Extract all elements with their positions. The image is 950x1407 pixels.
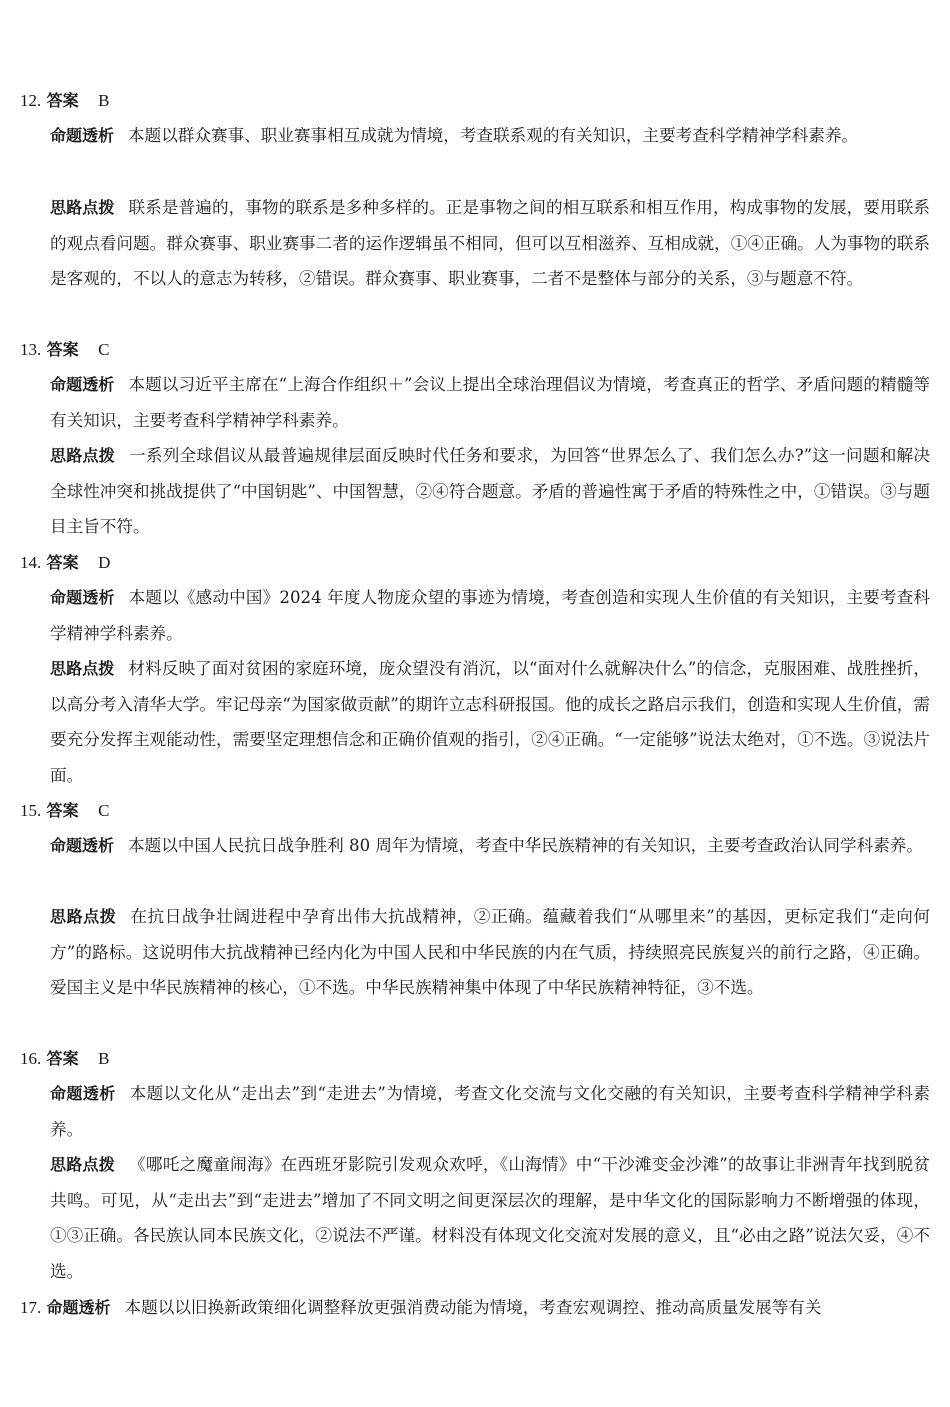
hint-text: 联系是普遍的，事物的联系是多种多样的。正是事物之间的相互联系和相互作用，构成事物的发展，要用联系的观点看问题。群众赛事、职业赛事二者的运作逻辑虽不相同，但可以互相滋养、互相成就，①④正确。人为事物的联系是客观的，不以人的意志为转移，②错误。群众赛事、职业赛事，二者不是整体与部分的关系，③与题意不符。 (50, 198, 930, 289)
hint-text: 材料反映了面对贫困的家庭环境，庞众望没有消沉，以“面对什么就解决什么”的信念，克服困难、战胜挫折，以高分考入清华大学。牢记母亲“为国家做贡献”的期许立志科研报国。他的成长之路启示我们，创造和实现人生价值，需要充分发挥主观能动性，需要坚定理想信念和正确价值观的指引，②④正确。“一定能够”说法太绝对，①不选。③说法片面。 (50, 659, 930, 785)
answer-value: B (98, 91, 110, 110)
hint-text: 在抗日战争壮阔进程中孕育出伟大抗战精神，②正确。蕴藏着我们“从哪里来”的基因，更标定我们“走向何方”的路标。这说明伟大抗战精神已经内化为中国人民和中华民族的内在气质，持续照亮民族复兴的前行之路，④正确。爱国主义是中华民族精神的核心，①不选。中华民族精神集中体现了中华民族精神特征，③不选。 (50, 907, 930, 998)
insight-text: 本题以《感动中国》2024 年度人物庞众望的事迹为情境，考查创造和实现人生价值的有关知识，主要考查科学精神学科素养。 (50, 588, 930, 643)
insight-label: 命题透析 (46, 1298, 111, 1317)
question-13-hint (50, 438, 930, 545)
hint-text: 《哪吒之魔童闹海》在西班牙影院引发观众欢呼，《山海情》中“干沙滩变金沙滩”的故事让非洲青年找到脱贫共鸣。可见，从“走出去”到“走进去”增加了不同文明之间更深层次的理解，是中华文化的国际影响力不断增强的体现，①③正确。各民族认同本民族文化，②说法不严谨。材料没有体现文化交流对发展的意义，且“必由之路”说法欠妥，④不选。 (50, 1155, 930, 1281)
question-17-insight (20, 1290, 930, 1326)
insight-label: 命题透析 (50, 1084, 116, 1103)
question-13-insight (50, 367, 930, 438)
hint-label: 思路点拨 (50, 659, 115, 678)
question-15-hint (50, 899, 930, 1006)
answer-label: 答案 (46, 1049, 79, 1068)
answer-label: 答案 (46, 91, 79, 110)
question-number: 15. (20, 801, 42, 820)
question-15-insight (50, 828, 930, 864)
question-14-header (20, 553, 110, 573)
question-15-header (20, 801, 109, 821)
question-16-hint (50, 1147, 930, 1289)
question-number: 13. (20, 340, 42, 359)
question-16-insight (50, 1076, 930, 1147)
answer-label: 答案 (46, 553, 79, 572)
answer-value: C (98, 801, 110, 820)
hint-label: 思路点拨 (50, 198, 115, 217)
insight-text: 本题以中国人民抗日战争胜利 80 周年为情境，考查中华民族精神的有关知识，主要考查政治认同学科素养。 (128, 836, 923, 855)
insight-text: 本题以群众赛事、职业赛事相互成就为情境，考查联系观的有关知识，主要考查科学精神学科素养。 (128, 126, 859, 145)
question-12-hint (50, 190, 930, 297)
insight-text: 本题以文化从“走出去”到“走进去”为情境，考查文化交流与文化交融的有关知识，主要考查科学精神学科素养。 (50, 1084, 930, 1139)
question-number: 14. (20, 553, 42, 572)
question-12-header (20, 91, 109, 111)
answer-value: D (98, 553, 111, 572)
question-12-insight (50, 118, 930, 154)
hint-label: 思路点拨 (50, 1155, 116, 1174)
answer-value: C (98, 340, 110, 359)
insight-label: 命题透析 (50, 836, 115, 855)
question-number: 12. (20, 91, 42, 110)
insight-text: 本题以习近平主席在“上海合作组织＋”会议上提出全球治理倡议为情境，考查真正的哲学、矛盾问题的精髓等有关知识，主要考查科学精神学科素养。 (50, 375, 930, 430)
hint-text: 一系列全球倡议从最普遍规律层面反映时代任务和要求，为回答“世界怎么了、我们怎么办?”这一问题和解决全球性冲突和挑战提供了“中国钥匙”、中国智慧，②④符合题意。矛盾的普遍性寓于矛盾的特殊性之中，①错误。③与题目主旨不符。 (50, 446, 930, 537)
hint-label: 思路点拨 (50, 907, 117, 926)
answer-label: 答案 (46, 340, 79, 359)
question-number: 16. (20, 1049, 42, 1068)
hint-label: 思路点拨 (50, 446, 116, 465)
insight-label: 命题透析 (50, 375, 115, 394)
question-16-header (20, 1049, 109, 1069)
question-number: 17. (20, 1298, 42, 1317)
insight-label: 命题透析 (50, 588, 115, 607)
insight-text: 本题以以旧换新政策细化调整释放更强消费动能为情境，考查宏观调控、推动高质量发展等有关 (124, 1298, 822, 1317)
insight-label: 命题透析 (50, 126, 115, 145)
answer-label: 答案 (46, 801, 79, 820)
answer-value: B (98, 1049, 110, 1068)
question-13-header (20, 340, 109, 360)
question-14-insight (50, 580, 930, 651)
question-14-hint (50, 651, 930, 793)
